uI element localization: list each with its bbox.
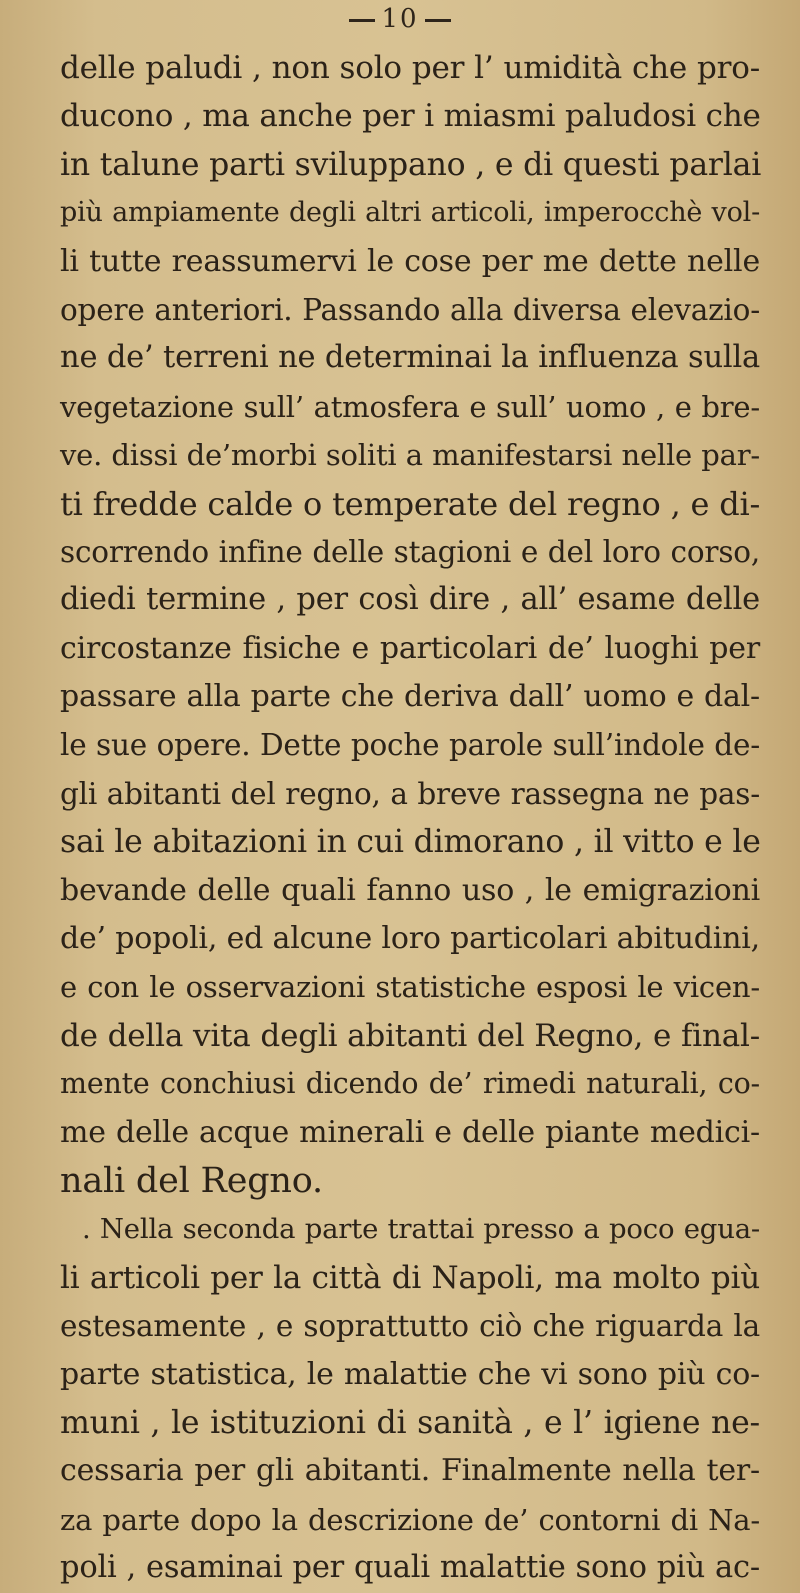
text-line: bevande delle quali fanno uso , le emigrazioni	[60, 872, 760, 908]
text-line: delle paludi , non solo per l’ umidità che pro-	[60, 50, 760, 86]
text-line: circostanze fisiche e particolari de’ luoghi per	[60, 630, 760, 666]
text-line: passare alla parte che deriva dall’ uomo e dal-	[60, 679, 760, 715]
text-line: le sue opere. Dette poche parole sull’indole de-	[60, 728, 760, 763]
text-line: muni , le istituzioni di sanità , e l’ igiene ne-	[60, 1404, 760, 1441]
text-line: parte statistica, le malattie che vi sono più co-	[60, 1356, 760, 1392]
text-line-paragraph-end: nali del Regno.	[60, 1160, 323, 1201]
body-text	[60, 44, 760, 1593]
text-line: diedi termine , per così dire , all’ esame delle	[60, 582, 760, 618]
text-line: sai le abitazioni in cui dimorano , il vitto e le	[60, 824, 761, 861]
text-line: opere anteriori. Passando alla diversa elevazio-	[60, 292, 760, 327]
page-number-right-dash	[425, 19, 451, 22]
text-line: li articoli per la città di Napoli, ma molto più	[60, 1259, 760, 1296]
page-number	[0, 4, 800, 34]
text-line: mente conchiusi dicendo de’ rimedi naturali, co-	[60, 1067, 760, 1101]
text-line: de della vita degli abitanti del Regno, e final-	[60, 1017, 760, 1054]
text-line: vegetazione sull’ atmosfera e sull’ uomo , e bre-	[60, 389, 760, 424]
text-line: gli abitanti del regno, a breve rassegna ne pas-	[60, 776, 760, 811]
text-line: li tutte reassumervi le cose per me dette nelle	[60, 243, 760, 279]
text-line-paragraph-start: . Nella seconda parte trattai presso a poco egua-	[82, 1213, 760, 1246]
text-line: za parte dopo la descrizione de’ contorni di Na-	[60, 1502, 760, 1537]
text-line: ti fredde calde o temperate del regno , e di-	[60, 484, 761, 523]
page-number-value: 10	[381, 4, 419, 34]
text-line: ne de’ terreni ne determinai la influenza sulla	[60, 340, 760, 376]
text-line: più ampiamente degli altri articoli, imperocchè vol-	[60, 197, 760, 229]
text-line: ve. dissi de’morbi soliti a manifestarsi nelle par-	[60, 438, 760, 473]
text-line: e con le osservazioni statistiche esposi le vicen-	[60, 970, 760, 1005]
text-line: in talune parti sviluppano , e di questi parlai	[60, 146, 762, 183]
text-line: estesamente , e soprattutto ciò che riguarda la	[60, 1309, 760, 1344]
text-line: scorrendo infine delle stagioni e del loro corso,	[60, 534, 760, 569]
text-line: ducono , ma anche per i miasmi paludosi che	[60, 98, 761, 135]
text-line: cessaria per gli abitanti. Finalmente nella ter-	[60, 1453, 760, 1489]
text-line: me delle acque minerali e delle piante medici-	[60, 1114, 760, 1150]
page-number-left-dash	[349, 19, 375, 22]
text-line: de’ popoli, ed alcune loro particolari abitudini,	[60, 921, 760, 957]
text-line: poli , esaminai per quali malattie sono più ac-	[60, 1550, 760, 1586]
